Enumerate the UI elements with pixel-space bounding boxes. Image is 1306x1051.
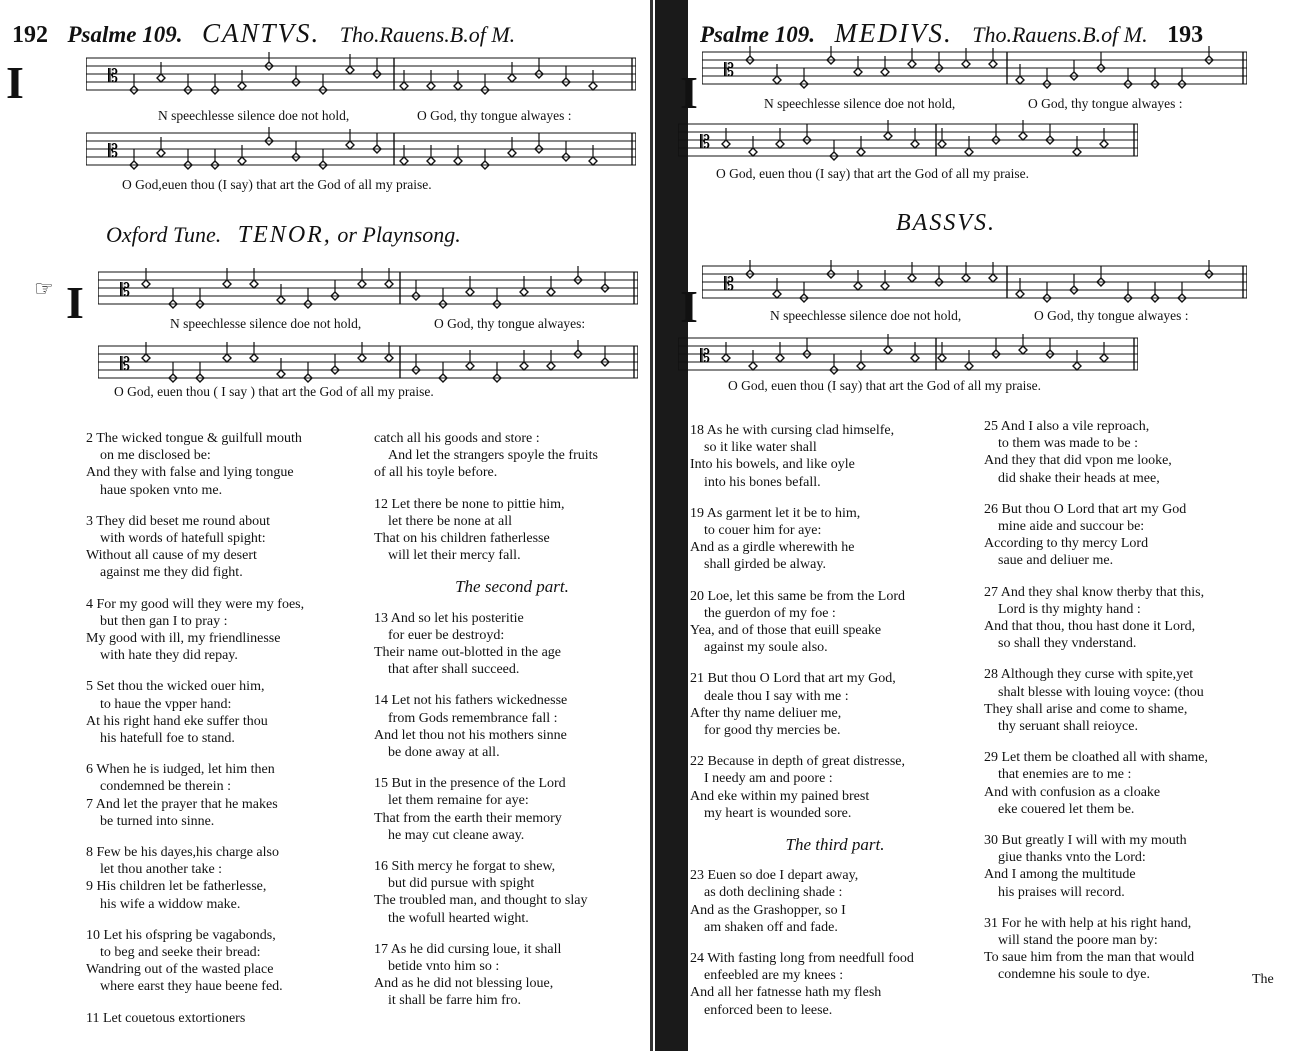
verse-line: with words of hatefull spight: xyxy=(100,531,266,547)
verse-line: 14 Let not his fathers wickednesse xyxy=(374,693,568,709)
verse-line: my heart is wounded sore. xyxy=(704,805,852,821)
verse-line: And they that did vpon me looke, xyxy=(984,453,1172,469)
verse xyxy=(690,422,980,491)
note-head xyxy=(466,362,474,370)
right-column-1 xyxy=(690,422,980,1033)
note-head xyxy=(911,354,919,362)
note-head xyxy=(454,157,462,165)
verse-line: saue and deliuer me. xyxy=(998,553,1114,569)
verse-line: My good with ill, my friendlinesse xyxy=(86,631,281,647)
verse-line: will stand the poore man by: xyxy=(998,933,1158,949)
verse-line: let them remaine for aye: xyxy=(388,793,529,809)
verse-line: According to thy mercy Lord xyxy=(984,536,1149,552)
note-head xyxy=(466,288,474,296)
verse-line: shalt blesse with louing voyce: (thou xyxy=(998,684,1204,700)
note-head xyxy=(238,157,246,165)
verse-line: 10 Let his ofspring be vagabonds, xyxy=(86,927,276,943)
note-head xyxy=(908,274,916,282)
right-running-head xyxy=(700,18,1203,49)
cantus-lyric-2: O God,euen thou (I say) that art the God of all my praise. xyxy=(122,177,432,192)
verse xyxy=(984,915,1296,984)
second-part-heading: The second part. xyxy=(455,577,569,597)
verse-line: To saue him from the man that would xyxy=(984,950,1195,966)
verse xyxy=(374,430,650,482)
verse-line: Lord is thy mighty hand : xyxy=(998,601,1141,617)
staff-lines xyxy=(702,46,1247,92)
verse-line: That from the earth their memory xyxy=(374,810,562,826)
note-head xyxy=(250,354,258,362)
verse-line: his hatefull foe to stand. xyxy=(100,731,235,747)
note-head xyxy=(773,290,781,298)
verse-line: 30 But greatly I will with my mouth xyxy=(984,833,1187,849)
note-head xyxy=(1019,346,1027,354)
verse-line: for euer be destroyd: xyxy=(388,627,505,643)
verse-line: Without all cause of my desert xyxy=(86,548,257,564)
note-head xyxy=(965,362,973,370)
note-head xyxy=(589,82,597,90)
note-head xyxy=(857,148,865,156)
staff-lines xyxy=(98,266,638,312)
cantus-staff-1 xyxy=(86,52,636,98)
verse-line: And that thou, thou hast done it Lord, xyxy=(984,619,1196,635)
left-column-2 xyxy=(374,430,650,1024)
verse-line: And as a girdle wherewith he xyxy=(690,540,855,556)
note-head xyxy=(427,82,435,90)
verse-line: 6 When he is iudged, let him then xyxy=(86,762,275,778)
author-name: Tho.Rauens.B.of M. xyxy=(339,22,516,47)
verse-line: And eke within my pained brest xyxy=(690,788,870,804)
bassus-heading xyxy=(896,210,996,237)
note-head xyxy=(157,74,165,82)
note-head xyxy=(358,354,366,362)
note-head xyxy=(520,288,528,296)
page-number-right: 193 xyxy=(1167,22,1204,48)
verse-line: that after shall succeed. xyxy=(388,662,520,678)
note-head xyxy=(250,280,258,288)
verse-line: 19 As garment let it be to him, xyxy=(690,505,861,521)
note-head xyxy=(346,141,354,149)
verse-line: And let the strangers spoyle the fruits xyxy=(388,448,598,464)
verse-line: 23 Euen so doe I depart away, xyxy=(690,868,859,884)
verse-line: And let thou not his mothers sinne xyxy=(374,727,567,743)
right-column-2 xyxy=(984,418,1296,998)
note-head xyxy=(157,149,165,157)
verse xyxy=(374,610,650,679)
verse-line: The troubled man, and thought to slay xyxy=(374,893,588,909)
gutter-edge xyxy=(650,0,653,1051)
medius-lyric-2: O God, euen thou (I say) that art the God of all my praise. xyxy=(716,166,1030,181)
staff-lines xyxy=(86,127,636,173)
verse-line: enforced been to leese. xyxy=(704,1002,833,1018)
note-head xyxy=(385,280,393,288)
note-head xyxy=(277,296,285,304)
verse-line: 27 And they shal know therby that this, xyxy=(984,584,1205,600)
verse-line: 2 The wicked tongue & guilfull mouth xyxy=(86,431,302,446)
note-head xyxy=(142,354,150,362)
initial-letter-bassus: I xyxy=(680,281,698,332)
note-head xyxy=(749,148,757,156)
note-head xyxy=(989,60,997,68)
verse xyxy=(86,761,376,830)
verse-line: I needy am and poore : xyxy=(704,771,833,787)
verse-line: his wife a widdow make. xyxy=(100,896,241,912)
verse-line: 3 They did beset me round about xyxy=(86,513,271,529)
verse xyxy=(690,505,980,574)
initial-letter-medius: I xyxy=(680,67,698,118)
medius-staff-1 xyxy=(702,46,1247,92)
verse-line: deale thou I say with me : xyxy=(704,688,849,704)
medius-staff-2 xyxy=(678,118,1138,164)
note-head xyxy=(857,362,865,370)
verse-line: 26 But thou O Lord that art my God xyxy=(984,501,1187,517)
note-head xyxy=(238,82,246,90)
verse-line: shall girded be alway. xyxy=(704,557,826,573)
verse-line: eke couered let them be. xyxy=(998,801,1135,817)
verse-line: for good thy mercies be. xyxy=(704,723,841,739)
verse-line: with hate they did repay. xyxy=(100,648,238,664)
bassus-staff-1 xyxy=(702,260,1247,306)
verse xyxy=(374,692,650,761)
verse-line: to couer him for aye: xyxy=(704,523,822,539)
note-head xyxy=(722,354,730,362)
verse-line: 28 Although they curse with spite,yet xyxy=(984,667,1194,683)
verse xyxy=(374,775,650,844)
verse-line: did shake their heads at mee, xyxy=(998,470,1160,486)
verse-line: of all his toyle before. xyxy=(374,465,498,481)
note-head xyxy=(400,82,408,90)
staff-lines xyxy=(678,118,1138,164)
verse-line: At his right hand eke suffer thou xyxy=(86,713,268,729)
note-head xyxy=(773,76,781,84)
note-head xyxy=(884,346,892,354)
verse-line: into his bones befall. xyxy=(704,474,821,490)
clef-glyph: 𝄡 xyxy=(120,280,131,301)
verse-line: Into his bowels, and like oyle xyxy=(690,457,855,473)
verse-line: And with confusion as a cloake xyxy=(984,784,1161,800)
verse-line: And they with false and lying tongue xyxy=(86,465,294,481)
verse-line: 31 For he with help at his right hand, xyxy=(984,915,1192,931)
verse-line: They shall arise and come to shame, xyxy=(984,701,1188,717)
verse-line: catch all his goods and store : xyxy=(374,431,540,446)
verse-line: so it like water shall xyxy=(704,440,817,456)
verse-line: Their name out-blotted in the age xyxy=(374,645,561,661)
clef-glyph: 𝄡 xyxy=(724,60,735,81)
verse-line: 7 And let the prayer that he makes xyxy=(86,796,278,812)
tenor-lyric-2: O God, euen thou ( I say ) that art the God of all my praise. xyxy=(114,384,434,399)
verse xyxy=(374,496,650,565)
verse-line: let there be none at all xyxy=(388,513,512,529)
verse-line: 21 But thou O Lord that art my God, xyxy=(690,671,896,687)
tenor-lyric-1b: O God, thy tongue alwayes: xyxy=(434,316,586,331)
verse-line: that enemies are to me : xyxy=(998,767,1132,783)
note-head xyxy=(427,157,435,165)
verse-line: 24 With fasting long from needfull food xyxy=(690,951,914,967)
left-column-2a xyxy=(374,430,650,564)
verse xyxy=(984,749,1296,818)
verse-line: the wofull hearted wight. xyxy=(388,910,529,926)
verse-line: so shall they vnderstand. xyxy=(998,636,1137,652)
verse-line: giue thanks vnto the Lord: xyxy=(998,850,1146,866)
verse-line: he may cut cleane away. xyxy=(388,827,525,843)
note-head xyxy=(989,274,997,282)
third-part-heading: The third part. xyxy=(785,835,885,855)
verse xyxy=(984,501,1296,570)
left-column-1 xyxy=(86,430,376,1041)
note-head xyxy=(1100,140,1108,148)
tenor-voice: TENOR, xyxy=(237,222,332,248)
note-head xyxy=(277,370,285,378)
note-head xyxy=(854,68,862,76)
note-head xyxy=(547,288,555,296)
verse-line: his praises will record. xyxy=(998,884,1125,900)
verse-line: mine aide and succour be: xyxy=(998,519,1145,535)
verse xyxy=(86,430,376,499)
verse-line: 22 Because in depth of great distresse, xyxy=(690,754,905,770)
clef-glyph: 𝄡 xyxy=(700,346,711,367)
verse-line: 25 And I also a vile reproach, xyxy=(984,419,1150,434)
clef-glyph: 𝄡 xyxy=(120,354,131,375)
note-head xyxy=(854,282,862,290)
author-name-right: Tho.Rauens.B.of M. xyxy=(972,22,1148,47)
tenor-staff-2 xyxy=(98,340,638,386)
verse-line: 9 His children let be fatherlesse, xyxy=(86,879,267,895)
note-head xyxy=(223,354,231,362)
note-head xyxy=(1016,290,1024,298)
cantus-staff-2 xyxy=(86,127,636,173)
verse-line: After thy name deliuer me, xyxy=(690,705,842,721)
psalm-title: Psalme 109. xyxy=(67,22,183,47)
verse xyxy=(984,418,1296,487)
note-head xyxy=(346,66,354,74)
verse-line: on me disclosed be: xyxy=(100,448,211,464)
psalm-title-right: Psalme 109. xyxy=(700,22,815,47)
verse-line: And as he did not blessing loue, xyxy=(374,976,554,992)
verse-line: betide vnto him so : xyxy=(388,959,500,975)
verse xyxy=(374,858,650,927)
verse-line: let thou another take : xyxy=(100,862,223,878)
verse-line: 8 Few be his dayes,his charge also xyxy=(86,845,279,861)
note-head xyxy=(547,362,555,370)
medius-lyric-1b: O God, thy tongue alwayes : xyxy=(1028,96,1183,111)
verse-line: Yea, and of those that euill speake xyxy=(690,623,882,639)
verse-line: And I among the multitude xyxy=(984,867,1136,883)
verse xyxy=(984,832,1296,901)
verse-line: as doth declining shade : xyxy=(704,885,843,901)
note-head xyxy=(400,157,408,165)
voice-title: CANTVS. xyxy=(202,18,321,48)
verse-line: And all her fatnesse hath my flesh xyxy=(690,985,882,1001)
verse-line: condemned be therein : xyxy=(100,779,232,795)
verse xyxy=(690,753,980,822)
verse-line: 15 But in the presence of the Lord xyxy=(374,776,566,792)
note-head xyxy=(938,140,946,148)
pointing-hand-icon: ☞ xyxy=(34,276,54,301)
staff-lines xyxy=(702,260,1247,306)
verse-line: am shaken off and fade. xyxy=(704,919,838,935)
verse-line: be done away at all. xyxy=(388,745,500,761)
verse-line: That on his children fatherlesse xyxy=(374,531,550,547)
note-head xyxy=(142,280,150,288)
clef-glyph: 𝄡 xyxy=(108,141,119,162)
verse-line: condemne his soule to dye. xyxy=(998,967,1151,983)
verse xyxy=(86,844,376,913)
note-head xyxy=(520,362,528,370)
note-head xyxy=(1019,132,1027,140)
verse xyxy=(86,513,376,582)
bassus-staff-2 xyxy=(678,332,1138,378)
verse xyxy=(984,584,1296,653)
note-head xyxy=(358,280,366,288)
verse-line: 18 As he with cursing clad himselfe, xyxy=(690,423,895,438)
initial-letter: I xyxy=(6,57,24,108)
verse-line: 5 Set thou the wicked ouer him, xyxy=(86,679,265,695)
verse-line: will let their mercy fall. xyxy=(388,548,521,564)
cantus-lyric-1a: N speechlesse silence doe not hold, xyxy=(158,108,350,123)
verse xyxy=(690,670,980,739)
note-head xyxy=(589,157,597,165)
verse-line: but did pursue with spight xyxy=(388,876,535,892)
tenor-lyric-1a: N speechlesse silence doe not hold, xyxy=(170,316,362,331)
verse-line: 11 Let couetous extortioners xyxy=(86,1010,246,1026)
verse-line: thy seruant shall reioyce. xyxy=(998,719,1138,735)
verse-line: against my soule also. xyxy=(704,640,828,656)
verse-line: 29 Let them be cloathed all with shame, xyxy=(984,750,1208,766)
note-head xyxy=(1100,354,1108,362)
verse-line: be turned into sinne. xyxy=(100,813,215,829)
catchword: The xyxy=(1252,972,1274,987)
note-head xyxy=(881,68,889,76)
tenor-heading xyxy=(106,222,461,249)
tenor-staff-1 xyxy=(98,266,638,312)
verse xyxy=(374,941,650,1010)
verse-line: but then gan I to pray : xyxy=(100,613,228,629)
verse-line: to them was made to be : xyxy=(998,436,1138,452)
left-page xyxy=(0,0,650,1051)
note-head xyxy=(965,148,973,156)
staff-lines xyxy=(98,340,638,386)
right-column-1a xyxy=(690,422,980,822)
page-number-left: 192 xyxy=(12,22,48,48)
voice-title-right: MEDIVS. xyxy=(834,18,953,48)
note-head xyxy=(508,74,516,82)
cantus-lyric-1b: O God, thy tongue alwayes : xyxy=(417,108,572,123)
note-head xyxy=(911,140,919,148)
verse-line: to haue the vpper hand: xyxy=(100,696,232,712)
right-page xyxy=(680,0,1306,1051)
note-head xyxy=(938,354,946,362)
verse-line: 4 For my good will they were my foes, xyxy=(86,596,305,612)
verse xyxy=(690,588,980,657)
note-head xyxy=(385,354,393,362)
note-head xyxy=(1073,148,1081,156)
verse-line: the guerdon of my foe : xyxy=(704,605,836,621)
clef-glyph: 𝄡 xyxy=(724,274,735,295)
verse-line: it shall be farre him fro. xyxy=(388,993,521,1009)
staff-lines xyxy=(86,52,636,98)
verse-line: haue spoken vnto me. xyxy=(100,482,223,498)
note-head xyxy=(884,132,892,140)
bassus-voice: BASSVS. xyxy=(896,210,996,236)
tenor-or: or Playnsong. xyxy=(337,222,461,247)
verse xyxy=(984,666,1296,735)
verse-line: from Gods remembrance fall : xyxy=(388,710,558,726)
note-head xyxy=(508,149,516,157)
bassus-lyric-1a: N speechlesse silence doe not hold, xyxy=(770,308,962,323)
verse-line: Wandring out of the wasted place xyxy=(86,962,274,978)
verse xyxy=(86,927,376,996)
bassus-lyric-2: O God, euen thou (I say) that art the God of all my praise. xyxy=(728,378,1042,393)
note-head xyxy=(776,354,784,362)
verse-line: 13 And so let his posteritie xyxy=(374,610,524,626)
staff-lines xyxy=(678,332,1138,378)
verse xyxy=(86,596,376,665)
note-head xyxy=(908,60,916,68)
note-head xyxy=(962,274,970,282)
verse xyxy=(690,867,980,936)
verse-line: 12 Let there be none to pittie him, xyxy=(374,496,565,512)
verse-line: And as the Grashopper, so I xyxy=(690,902,846,918)
note-head xyxy=(1016,76,1024,84)
initial-letter-tenor: I xyxy=(66,277,84,328)
verse-line: where earst they haue beene fed. xyxy=(100,979,283,995)
note-head xyxy=(962,60,970,68)
verse xyxy=(86,1010,376,1027)
verse-line: 20 Loe, let this same be from the Lord xyxy=(690,588,905,604)
right-column-1b xyxy=(690,867,980,1019)
note-head xyxy=(881,282,889,290)
bassus-lyric-1b: O God, thy tongue alwayes : xyxy=(1034,308,1189,323)
note-head xyxy=(223,280,231,288)
note-head xyxy=(722,140,730,148)
clef-glyph: 𝄡 xyxy=(108,66,119,87)
verse-line: 16 Sith mercy he forgat to shew, xyxy=(374,859,556,875)
verse-line: to beg and seeke their bread: xyxy=(100,945,261,961)
verse-line: 17 As he did cursing loue, it shall xyxy=(374,941,562,957)
verse xyxy=(690,950,980,1019)
verse xyxy=(86,678,376,747)
note-head xyxy=(749,362,757,370)
note-head xyxy=(454,82,462,90)
clef-glyph: 𝄡 xyxy=(700,132,711,153)
tune-name: Oxford Tune. xyxy=(106,222,222,247)
medius-lyric-1a: N speechlesse silence doe not hold, xyxy=(764,96,956,111)
note-head xyxy=(776,140,784,148)
verse-line: against me they did fight. xyxy=(100,565,243,581)
left-running-head xyxy=(12,18,515,49)
note-head xyxy=(1073,362,1081,370)
verse-line: enfeebled are my knees : xyxy=(704,968,844,984)
left-column-2b xyxy=(374,610,650,1010)
